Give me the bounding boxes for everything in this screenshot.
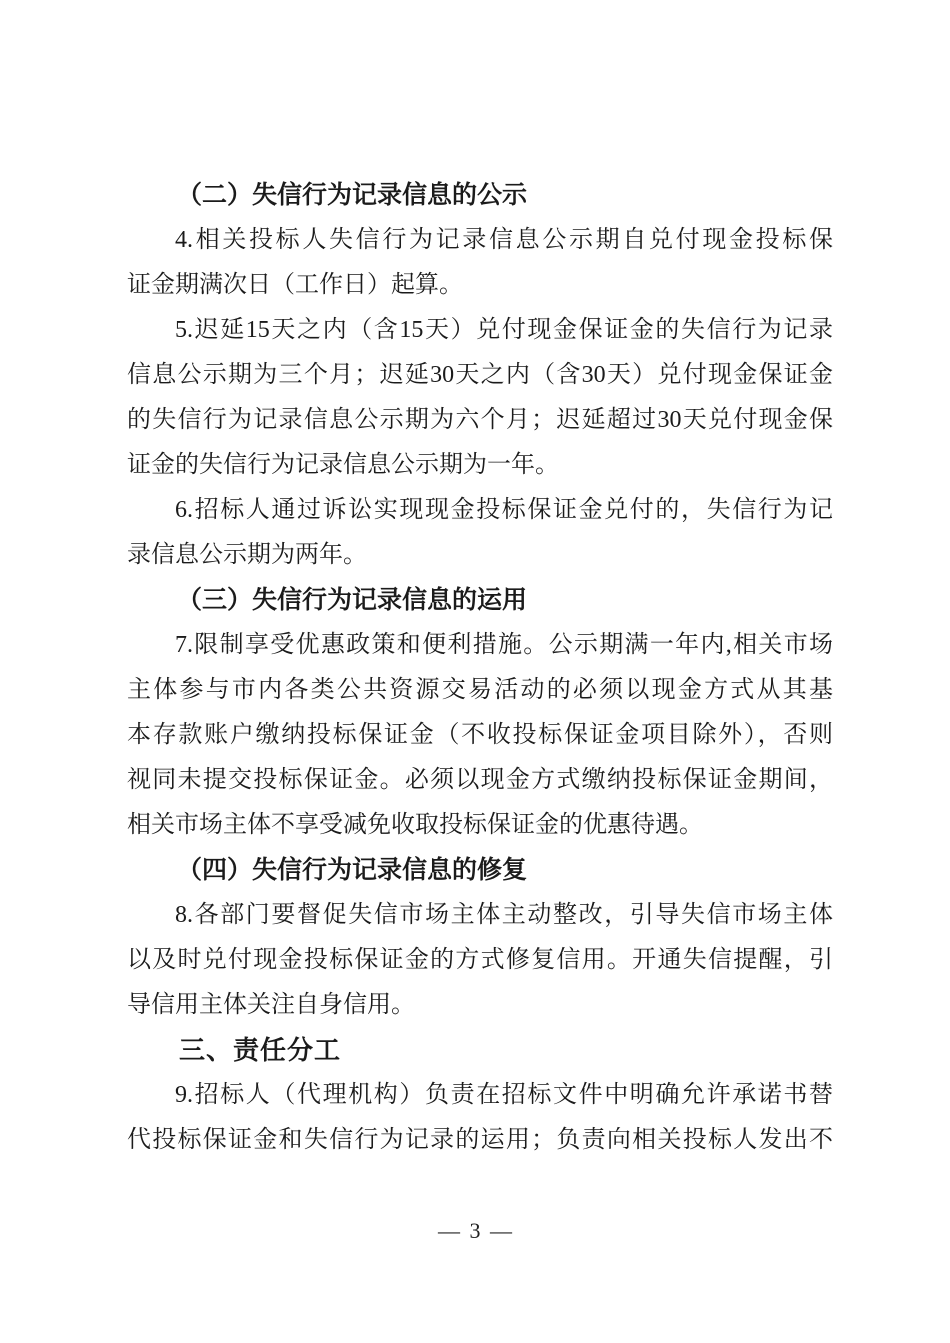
- text-line: 9.招标人（代理机构）负责在招标文件中明确允许承诺书替: [175, 1082, 833, 1108]
- text-line: 视同未提交投标保证金。必须以现金方式缴纳投标保证金期间，: [127, 767, 833, 793]
- text-line: 代投标保证金和失信行为记录的运用；负责向相关投标人发出不: [127, 1127, 833, 1153]
- text-line: 以及时兑付现金投标保证金的方式修复信用。开通失信提醒，引: [127, 947, 833, 973]
- text-line: 信息公示期为三个月；迟延30天之内（含30天）兑付现金保证金: [127, 362, 833, 388]
- text-line: 主体参与市内各类公共资源交易活动的必须以现金方式从其基: [127, 677, 833, 703]
- text-line: 证金期满次日（工作日）起算。: [127, 272, 463, 298]
- text-line: 6.招标人通过诉讼实现现金投标保证金兑付的，失信行为记: [175, 497, 833, 523]
- text-line: 证金的失信行为记录信息公示期为一年。: [127, 452, 559, 478]
- text-line: 导信用主体关注自身信用。: [127, 992, 415, 1018]
- text-line: 录信息公示期为两年。: [127, 542, 367, 568]
- text-line: 相关市场主体不享受减免收取投标保证金的优惠待遇。: [127, 812, 703, 838]
- text-line: 5.迟延15天之内（含15天）兑付现金保证金的失信行为记录: [175, 317, 833, 343]
- text-line: 本存款账户缴纳投标保证金（不收投标保证金项目除外），否则: [127, 722, 833, 748]
- document-body: [127, 173, 833, 1163]
- text-line: 4.相关投标人失信行为记录信息公示期自兑付现金投标保: [175, 227, 833, 253]
- section-heading: 三、责任分工: [179, 1035, 342, 1065]
- text-line: 8.各部门要督促失信市场主体主动整改，引导失信市场主体: [175, 902, 833, 928]
- page-number: — 3 —: [438, 1218, 512, 1243]
- section-heading: （四）失信行为记录信息的修复: [177, 857, 528, 884]
- text-line: 的失信行为记录信息公示期为六个月；迟延超过30天兑付现金保: [127, 407, 833, 433]
- section-heading: （三）失信行为记录信息的运用: [177, 587, 528, 614]
- section-heading: （二）失信行为记录信息的公示: [177, 182, 528, 209]
- text-line: 7.限制享受优惠政策和便利措施。公示期满一年内,相关市场: [175, 632, 833, 658]
